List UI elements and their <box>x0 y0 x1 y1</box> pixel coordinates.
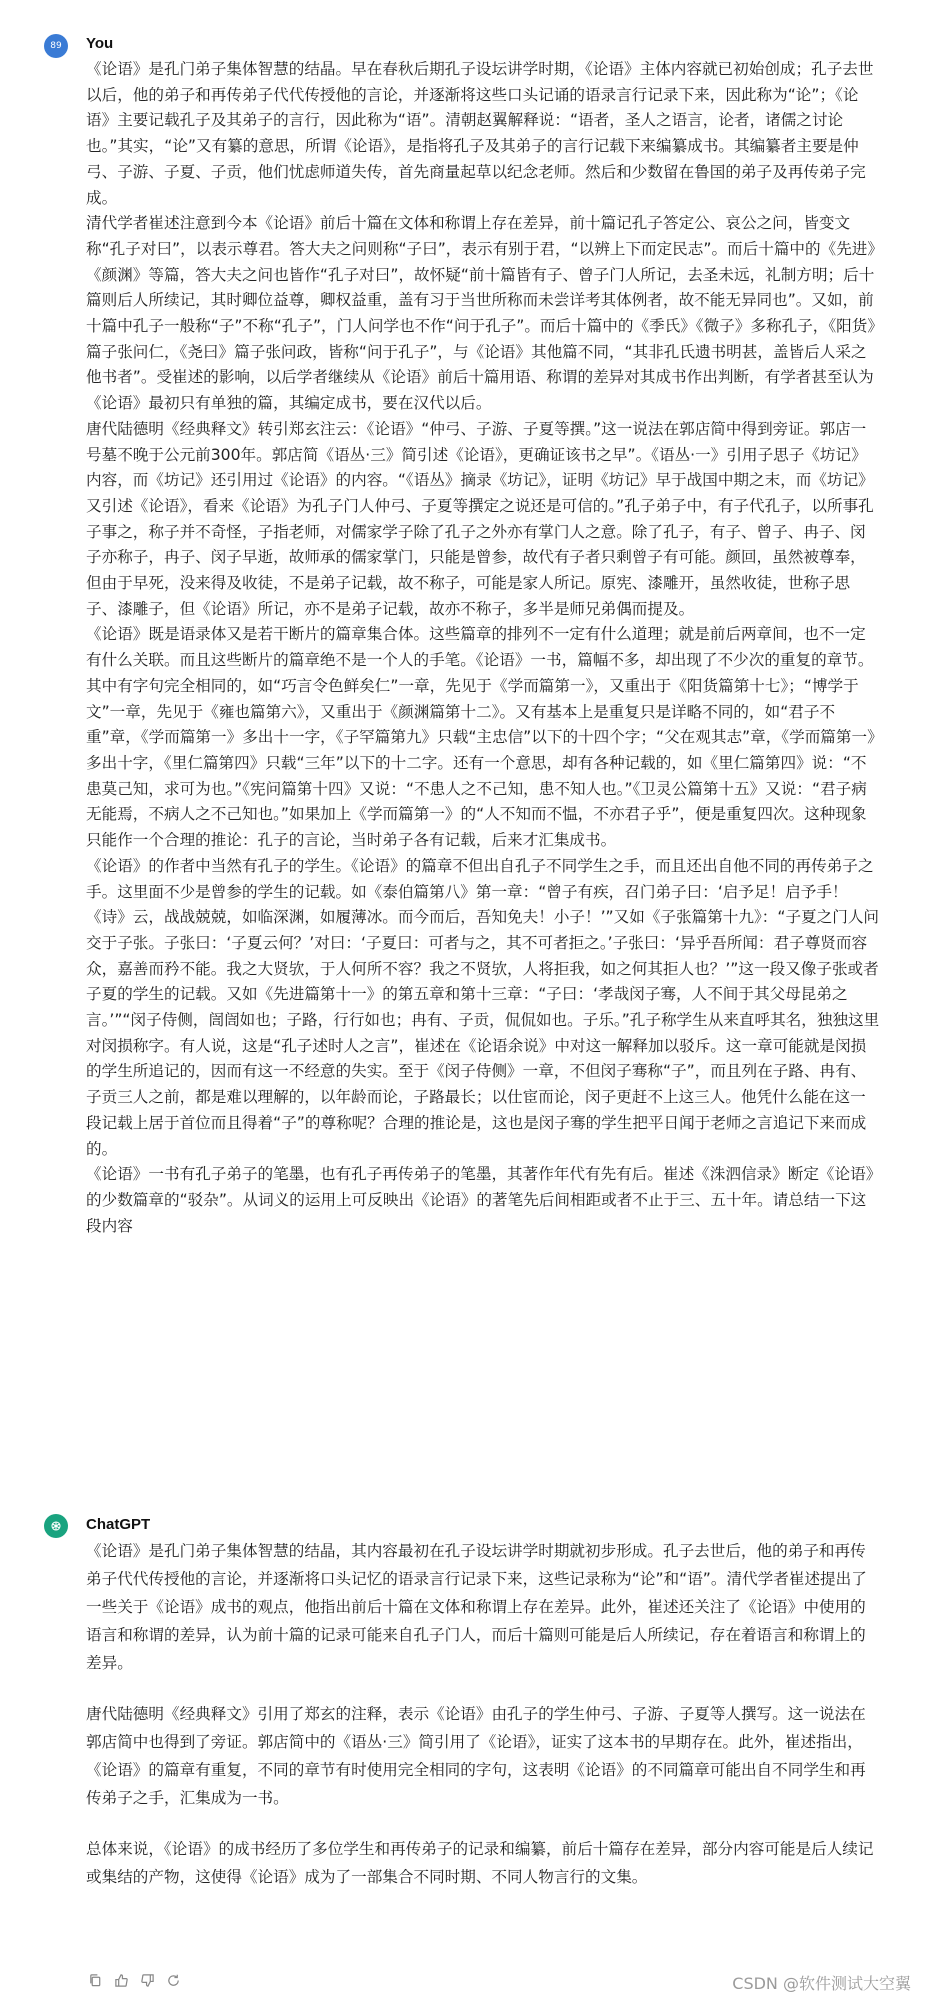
user-message-body <box>86 57 880 1239</box>
user-paragraph: 《论语》的作者中当然有孔子的学生。《论语》的篇章不但出自孔子不同学生之手，而且还出自他不同的再传弟子之手。这里面不少是曾参的学生的记载。如《泰伯篇第八》第一章：“曾子有疾，召门弟子曰：‘启予足！启予手！《诗》云，战战兢兢，如临深渊，如履薄冰。而今而后，吾知免夫！小子！’”又如《子张篇第十九》：“子夏之门人问交于子张。子张曰：‘子夏云何？’对曰：‘子夏曰：可者与之，其不可者拒之。’子张曰：‘异乎吾所闻：君子尊贤而容众，嘉善而矜不能。我之大贤欤，于人何所不容？我之不贤欤，人将拒我，如之何其拒人也？’”这一段又像子张或者子夏的学生的记载。又如《先进篇第十一》的第五章和第十三章：“子曰：‘孝哉闵子骞，人不间于其父母昆弟之言。’”“闵子侍侧，訚訚如也；子路，行行如也；冉有、子贡，侃侃如也。子乐。”孔子称学生从来直呼其名，独独这里对闵损称字。有人说，这是“孔子述时人之言”，崔述在《论语余说》中对这一解释加以驳斥。这一章可能就是闵损的学生所追记的，因而有这一不经意的失实。至于《闵子侍侧》一章，不但闵子骞称“子”，而且列在子路、冉有、子贡三人之前，都是难以理解的，以年龄而论，子路最长；以仕宦而论，闵子更赶不上这三人。他凭什么能在这一段记载上居于首位而且得着“子”的尊称呢？合理的推论是，这也是闵子骞的学生把平日闻于老师之言追记下来而成的。 <box>86 856 880 1158</box>
assistant-paragraph: 总体来说，《论语》的成书经历了多位学生和再传弟子的记录和编纂，前后十篇存在差异，部分内容可能是后人续记或集结的产物，这使得《论语》成为了一部集合不同时期、不同人物言行的文集。 <box>86 1840 874 1886</box>
csdn-watermark: CSDN @软件测试大空翼 <box>732 1974 911 1993</box>
user-paragraph: 唐代陆德明《经典释文》转引郑玄注云：《论语》“仲弓、子游、子夏等撰。”这一说法在郭店简中得到旁证。郭店一号墓不晚于公元前300年。郭店简《语丛·三》简引述《论语》，更确证该书之早”。《语丛·一》引用子思子《坊记》内容，而《坊记》还引用过《论语》的内容。“《语丛》摘录《坊记》，证明《坊记》早于战国中期之末，而《坊记》又引述《论语》，看来《论语》为孔子门人仲弓、子夏等撰定之说还是可信的。”孔子弟子中，有子代孔子，以所事孔子事之，称子并不奇怪，子指老师，对儒家学子除了孔子之外亦有掌门人之意。除了孔子，有子、曾子、冉子、闵子亦称子，冉子、闵子早逝，故师承的儒家掌门，只能是曾参，故代有子者只剩曾子有可能。颜回，虽然被尊奉，但由于早死，没来得及收徒，不是弟子记载，故不称子，可能是家人所记。原宪、漆雕开，虽然收徒，世称子思子、漆雕子，但《论语》所记，亦不是弟子记载，故亦不称子，多半是师兄弟偶而提及。 <box>86 419 874 618</box>
chatgpt-logo-icon <box>44 1514 68 1538</box>
assistant-paragraph: 《论语》是孔门弟子集体智慧的结晶，其内容最初在孔子设坛讲学时期就初步形成。孔子去世后，他的弟子和再传弟子代代传授他的言论，并逐渐将口头记忆的语录言行记录下来，这些记录称为“论”和“语”。清代学者崔述提出了一些关于《论语》成书的观点，他指出前后十篇在文体和称谓上存在差异。此外，崔述还关注了《论语》中使用的语言和称谓的差异，认为前十篇的记录可能来自孔子门人，而后十篇则可能是后人所续记，存在着语言和称谓上的差异。 <box>86 1542 867 1672</box>
assistant-sender-name: ChatGPT <box>86 1516 151 1533</box>
thumbs-down-icon[interactable] <box>138 1971 156 1989</box>
user-paragraph: 清代学者崔述注意到今本《论语》前后十篇在文体和称谓上存在差异，前十篇记孔子答定公、哀公之问，皆变文称“孔子对曰”，以表示尊君。答大夫之问则称“子曰”，表示有别于君，“以辨上下而定民志”。而后十篇中的《先进》《颜渊》等篇，答大夫之问也皆作“孔子对曰”，故怀疑“前十篇皆有子、曾子门人所记，去圣未远，礼制方明；后十篇则后人所续记，其时卿位益尊，卿权益重，盖有习于当世所称而未尝详考其体例者，故不能无异同也”。又如，前十篇中孔子一般称“子”不称“孔子”，门人问学也不作“问于孔子”。而后十篇中的《季氏》《微子》多称孔子，《阳货》篇子张问仁，《尧曰》篇子张问政，皆称“问于孔子”，与《论语》其他篇不同，“其非孔氏遗书明甚，盖皆后人采之他书者”。受崔述的影响，以后学者继续从《论语》前后十篇用语、称谓的差异对其成书作出判断，有学者甚至认为《论语》最初只有单独的篇，其编定成书，要在汉代以后。 <box>86 214 876 413</box>
message-actions <box>86 1971 182 1989</box>
user-avatar-text: 89 <box>50 41 62 51</box>
user-paragraph: 《论语》是孔门弟子集体智慧的结晶。早在春秋后期孔子设坛讲学时期，《论语》主体内容就已初始创成；孔子去世以后，他的弟子和再传弟子代代传授他的言论，并逐渐将这些口头记诵的语录言行记录下来，因此称为“论”；《论语》主要记载孔子及其弟子的言行，因此称为“语”。清朝赵翼解释说：“语者，圣人之语言，论者，诸儒之讨论也。”其实，“论”又有纂的意思，所谓《论语》，是指将孔子及其弟子的言行记载下来编纂成书。其编纂者主要是仲弓、子游、子夏、子贡，他们忧虑师道失传，首先商量起草以纪念老师。然后和少数留在鲁国的弟子及再传弟子完成。 <box>86 60 874 207</box>
regenerate-icon[interactable] <box>164 1971 182 1989</box>
assistant-paragraph: 唐代陆德明《经典释文》引用了郑玄的注释，表示《论语》由孔子的学生仲弓、子游、子夏等人撰写。这一说法在郭店简中也得到了旁证。郭店简中的《语丛·三》简引用了《论语》，证实了这本书的早期存在。此外，崔述指出，《论语》的篇章有重复，不同的章节有时使用完全相同的字句，这表明《论语》的不同篇章可能出自不同学生和再传弟子之手，汇集成为一书。 <box>86 1705 866 1807</box>
user-sender-name: You <box>86 35 114 52</box>
assistant-message-body <box>86 1537 880 1914</box>
user-avatar <box>44 34 68 58</box>
user-paragraph: 《论语》一书有孔子弟子的笔墨，也有孔子再传弟子的笔墨，其著作年代有先有后。崔述《洙泗信录》断定《论语》的少数篇章的“驳杂”。从词义的运用上可反映出《论语》的著笔先后间相距或者不止于三、五十年。请总结一下这段内容 <box>86 1165 874 1235</box>
thumbs-up-icon[interactable] <box>112 1971 130 1989</box>
user-paragraph: 《论语》既是语录体又是若干断片的篇章集合体。这些篇章的排列不一定有什么道理；就是前后两章间，也不一定有什么关联。而且这些断片的篇章绝不是一个人的手笔。《论语》一书，篇幅不多，却出现了不少次的重复的章节。其中有字句完全相同的，如“巧言令色鲜矣仁”一章，先见于《学而篇第一》，又重出于《阳货篇第十七》；“博学于文”一章，先见于《雍也篇第六》，又重出于《颜渊篇第十二》。又有基本上是重复只是详略不同的，如“君子不重”章，《学而篇第一》多出十一字，《子罕篇第九》只载“主忠信”以下的十四个字；“父在观其志”章，《学而篇第一》多出十字，《里仁篇第四》只载“三年”以下的十二字。还有一个意思，却有各种记载的，如《里仁篇第四》说：“不患莫己知，求可为也。”《宪问篇第十四》又说：“不患人之不己知，患不知人也。”《卫灵公篇第十五》又说：“君子病无能焉，不病人之不己知也。”如果加上《学而篇第一》的“人不知而不愠，不亦君子乎”，便是重复四次。这种现象只能作一个合理的推论：孔子的言论，当时弟子各有记载，后来才汇集成书。 <box>86 625 875 850</box>
copy-icon[interactable] <box>86 1971 104 1989</box>
